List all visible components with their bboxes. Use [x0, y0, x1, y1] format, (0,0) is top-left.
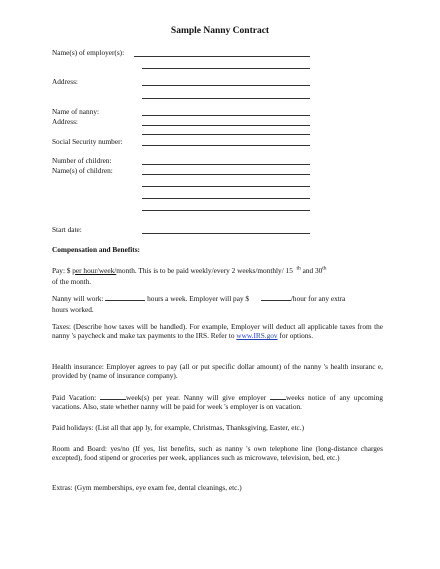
ssn-line[interactable] [142, 145, 310, 146]
nanny-address-label: Address: [52, 117, 78, 126]
taxes-paragraph [52, 322, 383, 340]
employer-address-line-3[interactable] [142, 98, 310, 99]
work-a: Nanny will work: [52, 294, 104, 303]
pay-lead: Pay: $ [52, 266, 71, 275]
vacation-b: week(s) per year. Nanny will give employer [126, 393, 267, 402]
holidays-paragraph: Paid holidays: (List all that app ly, for example, Christmas, Thanksgiving, Easter, etc.) [52, 423, 305, 432]
extras-paragraph: Extras: (Gym memberships, eye exam fee, dental cleanings, etc.) [52, 483, 242, 492]
irs-link[interactable]: www.IRS.gov [236, 331, 278, 341]
pay-rest: month. This is to be paid weekly/every 2 weeks/monthly/ 15 [116, 266, 293, 275]
notice-weeks-blank[interactable] [270, 393, 286, 400]
health-insurance-paragraph: Health insurance: Employer agrees to pay (all or put specific dollar amount) of the nanny 's health insuranc e, provided by (name of insurance company). [52, 362, 383, 381]
start-date-line[interactable] [142, 233, 310, 234]
start-date-label: Start date: [52, 225, 82, 234]
children-names-label: Name(s) of children: [52, 166, 113, 175]
number-of-children-label: Number of children: [52, 156, 112, 165]
pay-per[interactable]: per hour/week/ [72, 266, 117, 275]
ssn-label: Social Security number: [52, 137, 123, 146]
pay-line [52, 266, 327, 275]
nanny-name-label: Name of nanny: [52, 107, 100, 116]
vacation-a: Paid Vacation: [52, 393, 97, 402]
employer-line[interactable] [134, 56, 310, 57]
work-hours-blank[interactable] [105, 294, 145, 301]
nanny-name-line[interactable] [142, 115, 310, 116]
employer-address-label: Address: [52, 77, 78, 86]
work-line-2: hours worked. [52, 305, 94, 314]
compensation-heading: Compensation and Benefits: [52, 245, 140, 254]
taxes-text: Taxes: (Describe how taxes will be handled). For example, Employer will deduct all applicable taxes from the nanny 's paycheck and make tax payments to the IRS. Refer to [52, 322, 383, 341]
vacation-weeks-blank[interactable] [100, 393, 126, 400]
pay-sup-2: th [322, 265, 327, 272]
taxes-tail: for options. [279, 331, 314, 341]
document-title: Sample Nanny Contract [170, 26, 270, 36]
children-names-line-4[interactable] [142, 210, 310, 211]
number-of-children-line[interactable] [142, 164, 310, 165]
work-b: hours a week. Employer will pay $ [147, 294, 250, 303]
extra-rate-blank[interactable] [261, 294, 291, 301]
employer-label: Name(s) of employer(s): [52, 48, 125, 57]
vacation-c: weeks notice of any upcoming vacations. Also, state whether nanny will be paid for week 's employer is on vacation. [52, 393, 383, 412]
nanny-address-line-2[interactable] [142, 134, 310, 135]
pay-and: and 30 [300, 266, 323, 275]
vacation-paragraph [52, 393, 383, 411]
work-line [52, 294, 345, 303]
children-names-line-3[interactable] [142, 198, 310, 199]
nanny-address-line-1[interactable] [142, 125, 310, 126]
employer-address-line-2[interactable] [142, 85, 310, 86]
children-names-line-1[interactable] [142, 174, 310, 175]
children-names-line-2[interactable] [142, 186, 310, 187]
employer-address-line-1[interactable] [142, 68, 310, 69]
room-board-paragraph: Room and Board: yes/no (If yes, list benefits, such as nanny 's own telephone line (long-distance charges excepted), food stipend or groceries per week, appliances such as microwave, television, bed, etc.) [52, 444, 383, 463]
pay-line-2: of the month. [52, 277, 92, 286]
work-c: /hour for any extra [290, 294, 346, 303]
pay-sup-1: th [296, 265, 301, 272]
